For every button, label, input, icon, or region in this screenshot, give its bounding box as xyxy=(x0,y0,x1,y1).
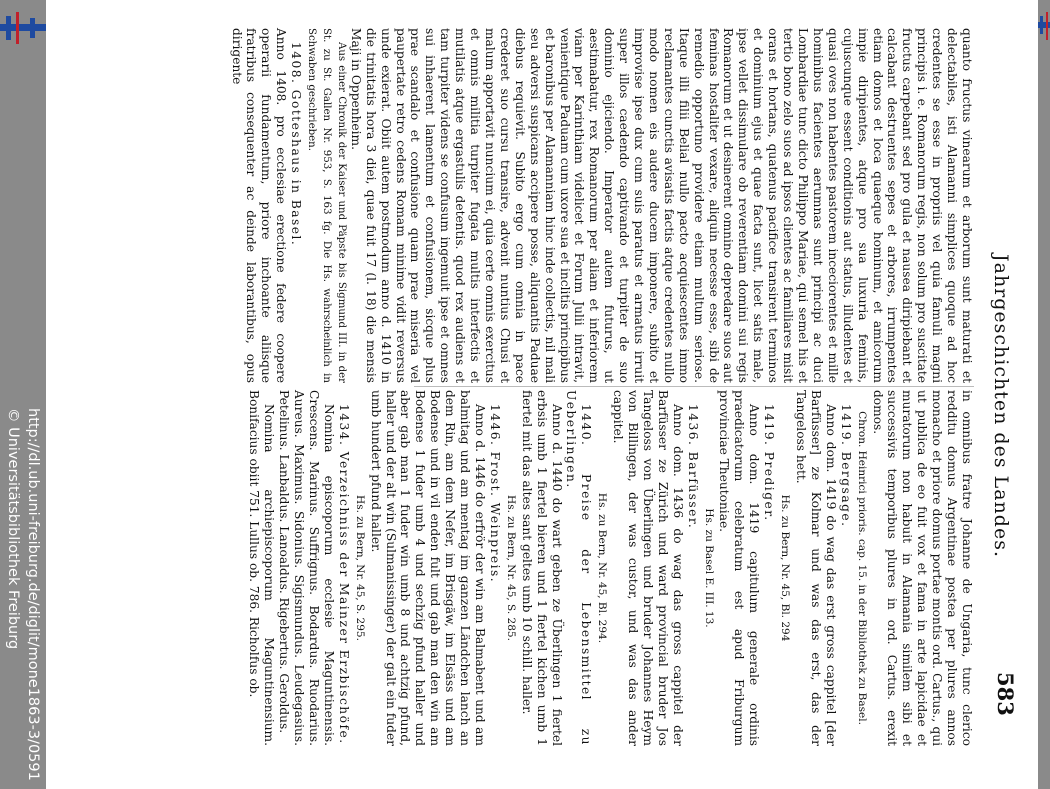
body-paragraph: quanto fructus vinearum et arborum sunt maturati et delectabiles, isti Alamanni simplices quoque ad hoc credentes se esse in propriis vel quia famuli magni principis i. e. Romanorum regis, non solum pro suscitate fructus carpebant sed pro gula et nausea diripiebant et calcabant destruentes sepes et arbores, irrumpentes etiam domos et loca quaeque hominum, et amicorum impie diripientes, atque pro sua luxuria feminis, cujuscunque essent conditionis aut status, illudentes et quasi oves non habentes pastorem inceciorentes et mille hominibus facientes aerumnas sunt principi ac duci Lombardiae tunc dicto Philippo Mariae, qui semel his et tertio bono zelo suos ad ipsos clientes ac familiares misit orans et hortans, quatenus pacifice transirent terminos et dominium ejus et quae facta sunt, licet satis male, ipse vellet dissimulare ob reverentiam domini sui regis Romanorum et ut desinerent omnino depredare suos aut feminas hostaliter vexare, aliquin necesse esse, sibi de remedio opportuno providere etiam multum seriose. Itaque illi filii Belial nullo pacto acquiescentes immo reclamantes cunctis avisatis factis atque credentes nullo modo nomen eis audere ducem imponere, subito et improvise ipse dux cum suis paratus et armatus irruit super illos caedendo captivando et turpiter de suo dominio ejiciendo. Imperator autem futurus, ut aestimabatur, rex Romanorum per aliam et inferiorem viam per Karinthiam videlicet et Forum Julii intravit, venientique Paduam cum uxore sua et inclitis principibus et baronibus per Alamanniam hinc inde collectis, nil mali seu adversi suspicans accipere posse, aliquantis Paduae diebus requievit. Subito ergo cum omnia in pace crederet suo cursu transire, advenit nuntius Chusi et malum apportavit nuncium ei, quia certe omnis exercitus et omnis militia turpiter fugata multis interfectis et mutilatis atque ergastulis detentis. quod rex audiens et tam turpiter videns se confusum ingemuit ipse et omnes sui inhaerent lamentum et confusionem, sicque plus prae scandalo et confusione quam prae miseria vel paupertate retro cedens Romam minime vidit reversus unde exierat. Obiit autem postmodum anno d. 1410 in die trinitatis hora 3 diei, quae fuit 17 (l. 18) die mensis Maji in Oppenheim. xyxy=(348,28,974,384)
section-heading: 1436. Barfüsser. xyxy=(685,404,700,530)
section-heading: 1440. Preise der Lebensmittel zu Ueberlingen. xyxy=(564,390,594,746)
scanned-page xyxy=(46,0,1038,789)
source-citation: Hs. zu Bern, Nr. 45, Bl. 294 xyxy=(779,494,792,642)
viewer-sidebar xyxy=(0,0,46,789)
right-text-column xyxy=(247,390,975,746)
page-header xyxy=(978,0,1038,789)
page-rotated-content xyxy=(46,0,1038,789)
source-citation: Hs. zu Basel E. III. 13. xyxy=(702,508,715,628)
source-citation: Hs. zu Bern, Nr. 45, S. 295. xyxy=(353,495,366,641)
body-paragraph: Anno dom. 1436 do wag das gross cappitel der Barfüsser ze Zürich und ward provincial bruder Jos Tangeloss von Überlingen und bruder Johannes Heym von Billingen, der was custor, und was das ander cappitel. xyxy=(611,390,685,746)
body-paragraph: Anno d. 1446 do erfrör der win am Balmabent und am balmitag und am mentag im ganzen Ländchen lanch an dem Rin, am dem Nefer, im Brisgäw, im Elsäss und am Bodense und in vil enden fult und gab man den win am Bodense 1 fuder umb 4 und sechzig pfund haller und aber gab man 1 fuder win umb 8 und achtzig pfund, haller und der alt win (Sulmanissinger) der galt ein fuder umb hundert pfund haller. xyxy=(368,390,487,746)
viewer-source-info xyxy=(0,0,46,789)
section-heading: 1419. Bergsage. xyxy=(838,404,853,528)
body-paragraph: Anno dom. 1419 capitulum generale ordinis praedicatorum celebratum est apud Friburgum provinciae Theutoniae. xyxy=(717,390,762,746)
source-citation: Hs. zu Bern, Nr. 45, S. 285. xyxy=(504,495,517,641)
body-paragraph: Anno dom. 1419 do wag das erst gross cappitel [der Barfüsser] ze Kolmar und was das erst, das der Tangeloss hett. xyxy=(794,390,838,746)
footnote: Aus einer Chronik der Kaiser und Päpste bis Sigmund III. in der St. zu St. Gallen Nr. 953, S. 163 fg. Die Hs. wahrscheinlich in Schwaben geschrieben. xyxy=(306,28,347,383)
copyright-text: © Universitätsbibliothek Freiburg xyxy=(5,408,21,650)
source-citation: Hs. zu Bern, Nr. 45, Bl. 294. xyxy=(596,492,609,644)
running-title: Jahrgeschichten des Landes. xyxy=(990,254,1012,558)
viewer-right-strip xyxy=(1038,0,1050,789)
left-text-column xyxy=(229,28,974,383)
body-paragraph: Anno 1408. pro ecclesiae erectione federe coopere operarii fundamentum, priore inchoante aliisque fratribus consequenter ac deinde laborantibus, opus dirigente xyxy=(229,28,289,383)
column-divider xyxy=(414,386,974,387)
section-heading: 1408. Gotteshaus in Basel. xyxy=(289,42,304,247)
source-url-link[interactable]: http://dl.ub.uni-freiburg.de/diglit/mone1863-3/0591 xyxy=(25,408,41,781)
body-paragraph: Anno d. 1440 do wart geben ze Überlingen 1 fiertel erbsis umb 1 fiertel bieren und 1 fiertel kichen umb 1 fiertel mit das altes sant geltes umb 10 schill. haller. xyxy=(519,390,564,746)
library-logo-icon xyxy=(1038,12,1050,40)
body-paragraph: Nomina archiepiscoporum Maguntinensium. Bonifacius obiit 751. Lullus ob. 786. Richolfus ob. xyxy=(247,390,277,746)
body-paragraph: Nomina episcoporum ecclesie Maguntinensis. Crescens. Marinus. Suffrignus. Bodardus. Ruodarius. Aureus. Maximus. Sidonius. Sigismundus. Leudegasius. Petelinus. Lanbaldus. Lanoaldus. Rigebertus. Geroldus. xyxy=(277,390,336,746)
source-citation: Chron. Heinrici prioris. cap. 15. in der Bibliothek zu Basel. xyxy=(855,411,868,725)
section-heading: 1446. Frost. Weinpreis. xyxy=(487,404,502,584)
section-heading: 1434. Verzeichniss der Mainzer Erzbischöfe. xyxy=(336,404,351,745)
page-number: 583 xyxy=(993,672,1018,716)
body-paragraph: in omnibus fratre Johanne de Ungaria, tunc clerico redditu domus Argentinae postea per plures annos monacho et priore domus portae montis ord. Cartus., qui ut publica de eo fuit vox et fama in arte lapicidae et muratorum non habuit in Alamania similem sibi et successivis temporibus plures in ord. Cartus. erexit domos. xyxy=(870,390,974,746)
section-heading: 1419. Prediger. xyxy=(762,404,777,522)
